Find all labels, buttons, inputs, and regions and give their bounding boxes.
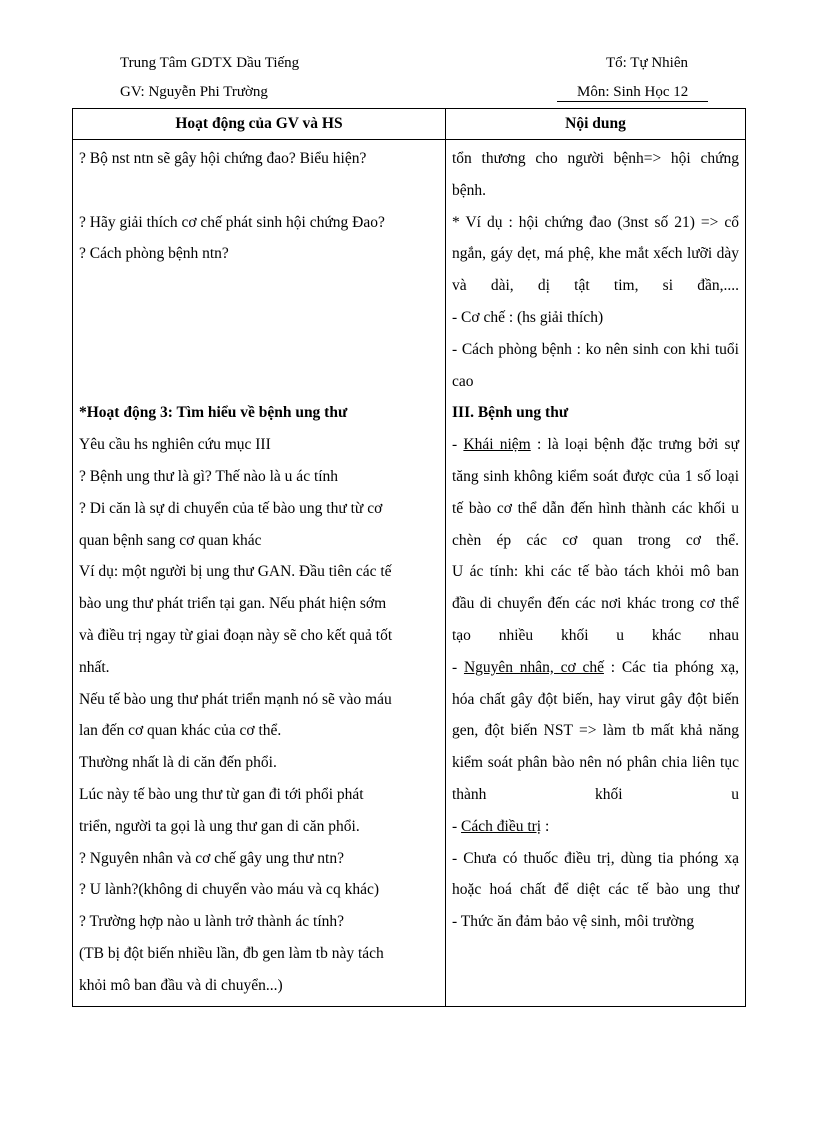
activity-line: Yêu cầu hs nghiên cứu mục III (79, 436, 271, 454)
activity-line: ? Nguyên nhân và cơ chế gây ung thư ntn? (79, 849, 344, 867)
activity-line: ? Bệnh ung thư là gì? Thế nào là u ác tính (79, 467, 339, 485)
treatment-paragraph: - Thức ăn đảm bảo vệ sinh, môi trường (452, 913, 695, 931)
header-underline (557, 101, 708, 102)
activity-line: triển, người ta gọi là ung thư gan di căn phổi. (79, 817, 360, 835)
teacher-name: GV: Nguyễn Phi Trường (120, 84, 268, 100)
col-header-activities: Hoạt động của GV và HS (73, 109, 446, 140)
department-label: Tổ: Tự Nhiên (606, 55, 689, 71)
activities-cell (73, 140, 446, 1007)
activity-line: khỏi mô ban đầu và di chuyển...) (79, 976, 283, 994)
treatment-paragraph: - Chưa có thuốc điều trị, dùng tia phóng xạ hoặc hoá chất để diệt các tế bào ung thư (452, 849, 739, 899)
activity-line: Thường nhất là di căn đến phổi. (79, 754, 277, 772)
activity-line: Ví dụ: một người bị ung thư GAN. Đầu tiên các tế (79, 563, 392, 581)
activity-line: ? U lành?(không di chuyển vào máu và cq khác) (79, 881, 379, 899)
content-paragraph: - Cơ chế : (hs giải thích) (452, 308, 604, 326)
activity-line: và điều trị ngay từ giai đoạn này sẽ cho kết quả tốt (79, 626, 393, 644)
activity-line: ? Hãy giải thích cơ chế phát sinh hội chứng Đao? (79, 213, 385, 231)
table-body-row (73, 140, 746, 1007)
treatment-label: Cách điều trị (461, 817, 542, 835)
activity-line: ? Bộ nst ntn sẽ gây hội chứng đao? Biểu hiện? (79, 150, 367, 167)
blank-line (79, 302, 439, 334)
activity-line: (TB bị đột biến nhiều lần, đb gen làm tb này tách (79, 944, 384, 962)
blank-line (79, 366, 439, 398)
activity-line: Nếu tế bào ung thư phát triển mạnh nó sẽ vào máu (79, 690, 392, 708)
concept-prefix: - (452, 436, 464, 454)
activity-line: Lúc này tế bào ung thư từ gan đi tới phổi phát (79, 785, 364, 803)
treatment-prefix: - (452, 817, 462, 835)
center-name: Trung Tâm GDTX Dầu Tiếng (120, 55, 300, 71)
activity-line: lan đến cơ quan khác của cơ thể. (79, 722, 282, 740)
cause-prefix: - (452, 658, 464, 676)
activity-line: ? Trường hợp nào u lành trở thành ác tính? (79, 913, 345, 931)
concept-text: : là loại bệnh đặc trưng bởi sự tăng sinh không kiểm soát được của 1 số loại tế bào cơ thể dẫn đến hình thành các khối u chèn ép các cơ quan trong cơ thể. (452, 436, 739, 549)
treatment-colon: : (541, 817, 550, 835)
content-paragraph: - Cách phòng bệnh : ko nên sinh con khi tuổi cao (452, 340, 739, 390)
treatment-heading (452, 811, 739, 843)
malignant-paragraph: U ác tính: khi các tế bào tách khỏi mô ban đầu di chuyển đến các nơi khác trong cơ thể tạo nhiều khối u khác nhau (452, 563, 739, 644)
table-header-row (73, 109, 746, 140)
activity-line: nhất. (79, 658, 110, 676)
concept-label: Khái niệm (463, 436, 531, 454)
blank-line (79, 175, 439, 207)
content-paragraph: * Ví dụ : hội chứng đao (3nst số 21) => cổ ngắn, gáy dẹt, má phệ, khe mắt xếch lưỡi dày và dài, dị tật tim, si đần,.... (452, 213, 739, 295)
content-lines (446, 140, 745, 942)
activities-lines (73, 140, 445, 1006)
concept-paragraph (452, 429, 739, 556)
content-cell (446, 140, 746, 1007)
cause-label: Nguyên nhân, cơ chế (463, 658, 604, 676)
blank-line (79, 334, 439, 366)
content-paragraph: tổn thương cho người bệnh=> hội chứng bệnh. (452, 150, 739, 199)
activity-line: ? Di căn là sự di chuyển của tế bào ung thư từ cơ (79, 499, 383, 517)
activity-line: ? Cách phòng bệnh ntn? (79, 245, 229, 263)
lesson-table (72, 108, 746, 1007)
activity-line: quan bệnh sang cơ quan khác (79, 531, 262, 549)
cause-paragraph (452, 652, 739, 811)
cause-text: : Các tia phóng xạ, hóa chất gây đột biến, hay virut gây đột biến gen, đột biến NST => làm tb mất khả năng kiểm soát phân bào nên nó phân chia liên tục thành khối u (452, 658, 739, 803)
col-header-content: Nội dung (446, 109, 746, 140)
activity-line: bào ung thư phát triển tại gan. Nếu phát hiện sớm (79, 595, 387, 613)
subject-label: Môn: Sinh Học 12 (577, 84, 689, 100)
section-title: III. Bệnh ung thư (452, 404, 569, 422)
activity-line: *Hoạt động 3: Tìm hiểu về bệnh ung thư (79, 404, 348, 422)
blank-line (79, 270, 439, 302)
